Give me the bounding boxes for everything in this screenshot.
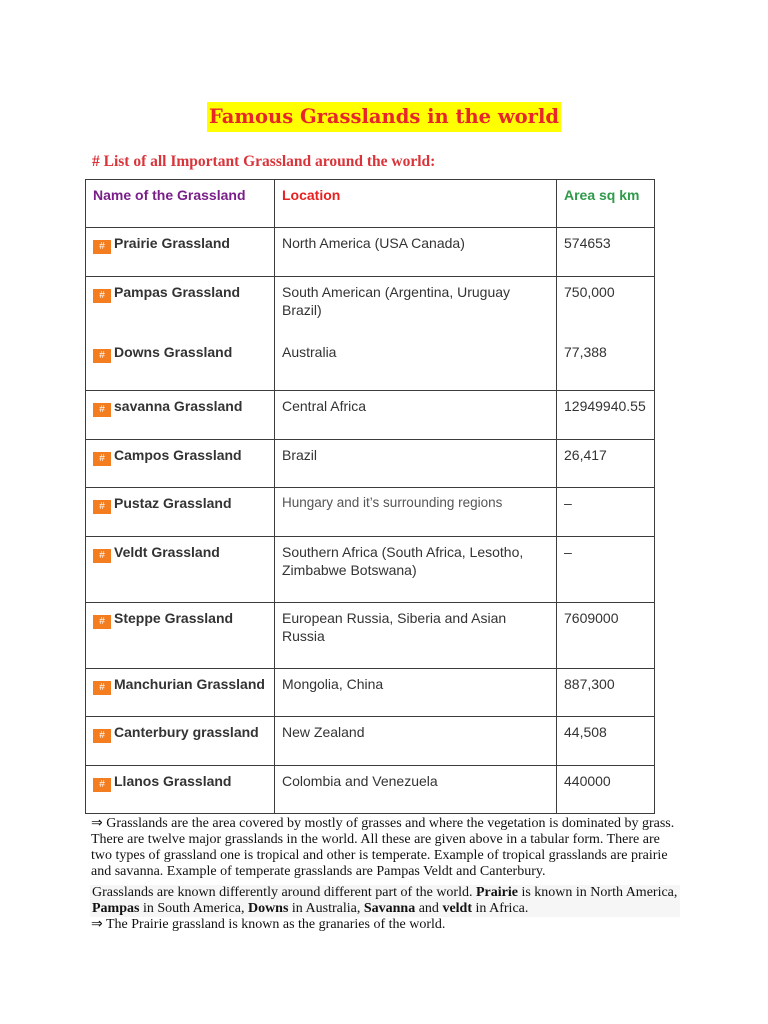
table-row xyxy=(86,537,655,603)
hash-marker-icon: # xyxy=(93,349,111,363)
grassland-location: Brazil xyxy=(275,440,557,488)
hash-marker-icon: # xyxy=(93,615,111,629)
table-row xyxy=(86,343,655,391)
grassland-location: Mongolia, China xyxy=(275,669,557,717)
grassland-location: European Russia, Siberia and Asian Russia xyxy=(275,603,557,669)
page-subtitle: # List of all Important Grassland around the world: xyxy=(92,153,436,170)
grassland-name: Veldt Grassland xyxy=(114,544,220,560)
grassland-location: Hungary and it’s surrounding regions xyxy=(275,488,557,537)
hash-marker-icon: # xyxy=(93,452,111,466)
grassland-name: savanna Grassland xyxy=(114,398,243,414)
grassland-location: North America (USA Canada) xyxy=(275,228,557,277)
bold-term-veldt: veldt xyxy=(442,901,472,916)
grassland-name-cell xyxy=(86,277,275,343)
grassland-name: Manchurian Grassland xyxy=(114,676,265,692)
table-row xyxy=(86,669,655,717)
grassland-area: 574653 xyxy=(557,228,655,277)
header-location: Location xyxy=(275,180,557,228)
hash-marker-icon: # xyxy=(93,681,111,695)
grassland-name-cell xyxy=(86,391,275,440)
grassland-location: New Zealand xyxy=(275,717,557,766)
bold-term-savanna: Savanna xyxy=(363,901,416,916)
grassland-area: 26,417 xyxy=(557,440,655,488)
bold-term-downs: Downs xyxy=(247,901,289,916)
grassland-area: 750,000 xyxy=(557,277,655,343)
prairie-granary-note: ⇒ The Prairie grassland is known as the granaries of the world. xyxy=(91,917,446,932)
grassland-location: Southern Africa (South Africa, Lesotho, Zimbabwe Botswana) xyxy=(275,537,557,603)
grassland-area: – xyxy=(557,537,655,603)
grassland-area: – xyxy=(557,488,655,537)
grassland-name-cell xyxy=(86,766,275,814)
page-title: Famous Grasslands in the world xyxy=(207,102,561,132)
grassland-name: Downs Grassland xyxy=(114,343,233,360)
hash-marker-icon: # xyxy=(93,500,111,514)
table-row xyxy=(86,603,655,669)
grassland-description-paragraph: ⇒ Grasslands are the area covered by mostly of grasses and where the vegetation is dominated by grass. There are twelve major grasslands in the world. All these are given above in a tabular form. There are two types of grassland one is tropical and other is temperate. Example of tropical grasslands are prairie and savanna. Example of temperate grasslands are Pampas Veldt and Canterbury. xyxy=(91,816,675,879)
hash-marker-icon: # xyxy=(93,403,111,417)
grassland-name: Steppe Grassland xyxy=(114,610,234,626)
hash-marker-icon: # xyxy=(93,549,111,563)
grassland-area: 440000 xyxy=(557,766,655,814)
table-row xyxy=(86,766,655,814)
grassland-name: Llanos Grassland xyxy=(114,773,232,789)
bold-term-pampas: Pampas xyxy=(92,901,140,916)
table-row xyxy=(86,277,655,343)
table-row xyxy=(86,440,655,488)
grassland-name: Prairie Grassland xyxy=(114,235,230,251)
grassland-name-cell xyxy=(86,343,275,391)
hash-marker-icon: # xyxy=(93,289,111,303)
grassland-name: Pampas Grassland xyxy=(114,284,241,300)
grassland-area: 77,388 xyxy=(557,343,655,391)
grassland-name-cell xyxy=(86,603,275,669)
grassland-table xyxy=(85,179,655,814)
grassland-name-cell xyxy=(86,488,275,537)
text-segment: is known in North America, xyxy=(517,885,685,900)
text-segment: in Australia, xyxy=(288,901,364,916)
hash-marker-icon: # xyxy=(93,729,111,743)
title-container xyxy=(0,102,768,132)
text-segment: and xyxy=(415,901,443,916)
header-area: Area sq km xyxy=(557,180,655,228)
text-segment: Grasslands are known differently around different part of the world. xyxy=(92,885,476,900)
table-row xyxy=(86,228,655,277)
header-name: Name of the Grassland xyxy=(86,180,275,228)
hash-marker-icon: # xyxy=(93,778,111,792)
grassland-regional-names-paragraph xyxy=(90,885,685,917)
grassland-area: 44,508 xyxy=(557,717,655,766)
grassland-location: Colombia and Venezuela xyxy=(275,766,557,814)
grassland-name-cell xyxy=(86,717,275,766)
hash-marker-icon: # xyxy=(93,240,111,254)
grassland-name-cell xyxy=(86,440,275,488)
grassland-location: Central Africa xyxy=(275,391,557,440)
grassland-name-cell xyxy=(86,228,275,277)
grassland-location: Australia xyxy=(275,343,557,391)
table-row xyxy=(86,717,655,766)
grassland-area: 7609000 xyxy=(557,603,655,669)
grassland-name-cell xyxy=(86,537,275,603)
text-segment: in South America, xyxy=(139,901,248,916)
grassland-name: Pustaz Grassland xyxy=(114,495,232,511)
grassland-name: Canterbury grassland xyxy=(114,724,259,740)
grassland-area: 887,300 xyxy=(557,669,655,717)
table-header-row xyxy=(86,180,655,228)
table-row xyxy=(86,391,655,440)
grassland-area: 12949940.55 xyxy=(557,391,655,440)
grassland-name: Campos Grassland xyxy=(114,447,242,463)
grassland-name-cell xyxy=(86,669,275,717)
grassland-location: South American (Argentina, Uruguay Brazil) xyxy=(275,277,557,343)
table-row xyxy=(86,488,655,537)
bold-term-prairie: Prairie xyxy=(475,885,518,900)
text-segment: in Africa. xyxy=(472,901,529,916)
